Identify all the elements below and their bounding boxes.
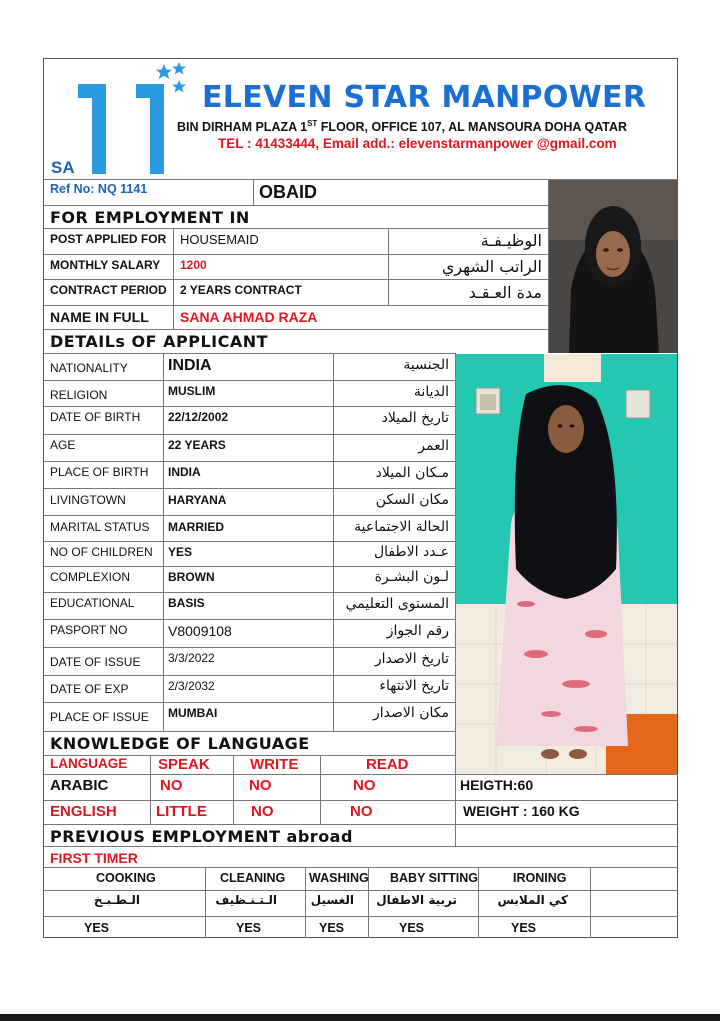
speak-value: NO <box>160 777 183 794</box>
detail-label: DATE OF ISSUE <box>50 655 141 669</box>
detail-label: MARITAL STATUS <box>50 520 150 534</box>
speak-header: SPEAK <box>158 756 210 773</box>
detail-arabic: رقم الجواز <box>386 623 449 639</box>
skill-value: YES <box>84 921 110 935</box>
read-value: NO <box>353 777 376 794</box>
salary-arabic: الراتب الشهري <box>441 257 542 276</box>
first-timer: FIRST TIMER <box>50 850 138 866</box>
detail-arabic: الحالة الاجتماعية <box>354 519 449 535</box>
contract-label: CONTRACT PERIOD <box>50 283 167 297</box>
detail-arabic: المستوى التعليمي <box>345 596 449 612</box>
detail-arabic: الجنسية <box>403 357 449 373</box>
skill-value: YES <box>399 921 425 935</box>
employment-title: FOR EMPLOYMENT IN <box>50 208 250 227</box>
language-name: ARABIC <box>50 777 109 794</box>
detail-arabic: مكان السكن <box>375 492 449 508</box>
detail-arabic: تاريخ الاصدار <box>374 651 449 667</box>
detail-value: 3/3/2022 <box>168 651 215 665</box>
skill-header: CLEANING <box>220 871 286 885</box>
detail-value: 22/12/2002 <box>168 410 229 424</box>
detail-label: DATE OF BIRTH <box>50 410 141 424</box>
applicant-short-name: OBAID <box>259 182 317 202</box>
skill-header: IRONING <box>513 871 567 885</box>
detail-value: INDIA <box>168 465 201 479</box>
detail-label: NO OF CHILDREN <box>50 545 153 559</box>
write-value: NO <box>251 803 274 820</box>
language-header: LANGUAGE <box>50 756 128 771</box>
contract-value: 2 YEARS CONTRACT <box>180 283 302 297</box>
detail-arabic: مكان الاصدار <box>373 705 449 721</box>
skill-arabic: الـطـبـخ <box>93 893 140 907</box>
height-value: HEIGTH:60 <box>460 777 534 793</box>
full-name-value: SANA AHMAD RAZA <box>180 309 318 325</box>
detail-value: BASIS <box>168 596 205 610</box>
passport-photo <box>549 180 678 353</box>
skill-value: YES <box>236 921 262 935</box>
detail-label: DATE OF EXP <box>50 682 129 696</box>
detail-arabic: تاريخ الانتهاء <box>379 678 449 694</box>
read-value: NO <box>350 803 373 820</box>
write-header: WRITE <box>250 756 299 773</box>
skill-value: YES <box>319 921 345 935</box>
logo-sub-text: SA <box>51 158 75 177</box>
detail-label: PLACE OF BIRTH <box>50 465 149 479</box>
address-post: FLOOR, OFFICE 107, AL MANSOURA DOHA QATAR <box>317 120 628 135</box>
detail-label: EDUCATIONAL <box>50 596 135 610</box>
detail-value: V8009108 <box>168 623 232 639</box>
salary-label: MONTHLY SALARY <box>50 258 161 272</box>
address-sup: ST <box>307 119 318 128</box>
previous-title: PREVIOUS EMPLOYMENT abroad <box>50 827 353 846</box>
skill-header: BABY SITTING <box>390 871 478 885</box>
speak-value: LITTLE <box>156 803 207 820</box>
skill-arabic: كي الملابس <box>497 893 568 907</box>
detail-arabic: العمر <box>418 438 449 454</box>
detail-label: AGE <box>50 438 76 452</box>
detail-label: PASPORT NO <box>50 623 128 637</box>
detail-value: YES <box>168 545 193 559</box>
detail-label: LIVINGTOWN <box>50 493 126 507</box>
detail-arabic: مـكان الميلاد <box>375 465 449 481</box>
detail-value: HARYANA <box>168 493 227 507</box>
bottom-bar <box>0 1014 720 1021</box>
detail-value: MARRIED <box>168 520 224 534</box>
detail-value: 2/3/2032 <box>168 679 215 693</box>
post-arabic: الوظيـفـة <box>480 231 542 250</box>
detail-value: 22 YEARS <box>168 438 226 452</box>
detail-value: MUMBAI <box>168 706 218 720</box>
read-header: READ <box>366 756 409 773</box>
write-value: NO <box>249 777 272 794</box>
detail-arabic: لـون البشـرة <box>374 569 449 585</box>
detail-value: MUSLIM <box>168 384 216 398</box>
company-contact: TEL : 41433444, Email add.: elevenstarmanpower @gmail.com <box>218 136 617 151</box>
detail-label: RELIGION <box>50 388 108 402</box>
skill-header: COOKING <box>96 871 156 885</box>
skill-value: YES <box>511 921 537 935</box>
salary-value: 1200 <box>180 258 207 272</box>
skill-arabic: الـتـنـظيف <box>215 893 277 907</box>
contract-arabic: مدة العـقـد <box>468 283 542 302</box>
full-body-photo <box>456 354 677 774</box>
address-pre: BIN DIRHAM PLAZA 1 <box>177 120 308 135</box>
post-label: POST APPLIED FOR <box>50 232 167 246</box>
detail-arabic: عـدد الاطفال <box>373 544 449 560</box>
weight-value: WEIGHT : 160 KG <box>463 803 580 819</box>
language-title: KNOWLEDGE OF LANGUAGE <box>50 734 310 753</box>
skill-arabic: تربية الاطفال <box>376 893 457 907</box>
detail-arabic: الديانة <box>413 384 449 400</box>
detail-arabic: تاريخ الميلاد <box>381 410 449 426</box>
full-name-label: NAME IN FULL <box>50 309 149 325</box>
ref-number: Ref No: NQ 1141 <box>50 182 148 196</box>
detail-label: PLACE OF ISSUE <box>50 710 149 724</box>
detail-label: NATIONALITY <box>50 361 128 375</box>
detail-label: COMPLEXION <box>50 570 131 584</box>
detail-value: INDIA <box>168 357 212 374</box>
detail-value: BROWN <box>168 570 215 584</box>
skill-arabic: الغسيل <box>310 893 354 907</box>
skill-header: WASHING <box>309 871 369 885</box>
company-name: ELEVEN STAR MANPOWER <box>202 80 647 115</box>
language-name: ENGLISH <box>50 803 117 820</box>
details-title: DETAILs OF APPLICANT <box>50 332 269 351</box>
post-value: HOUSEMAID <box>180 232 259 247</box>
